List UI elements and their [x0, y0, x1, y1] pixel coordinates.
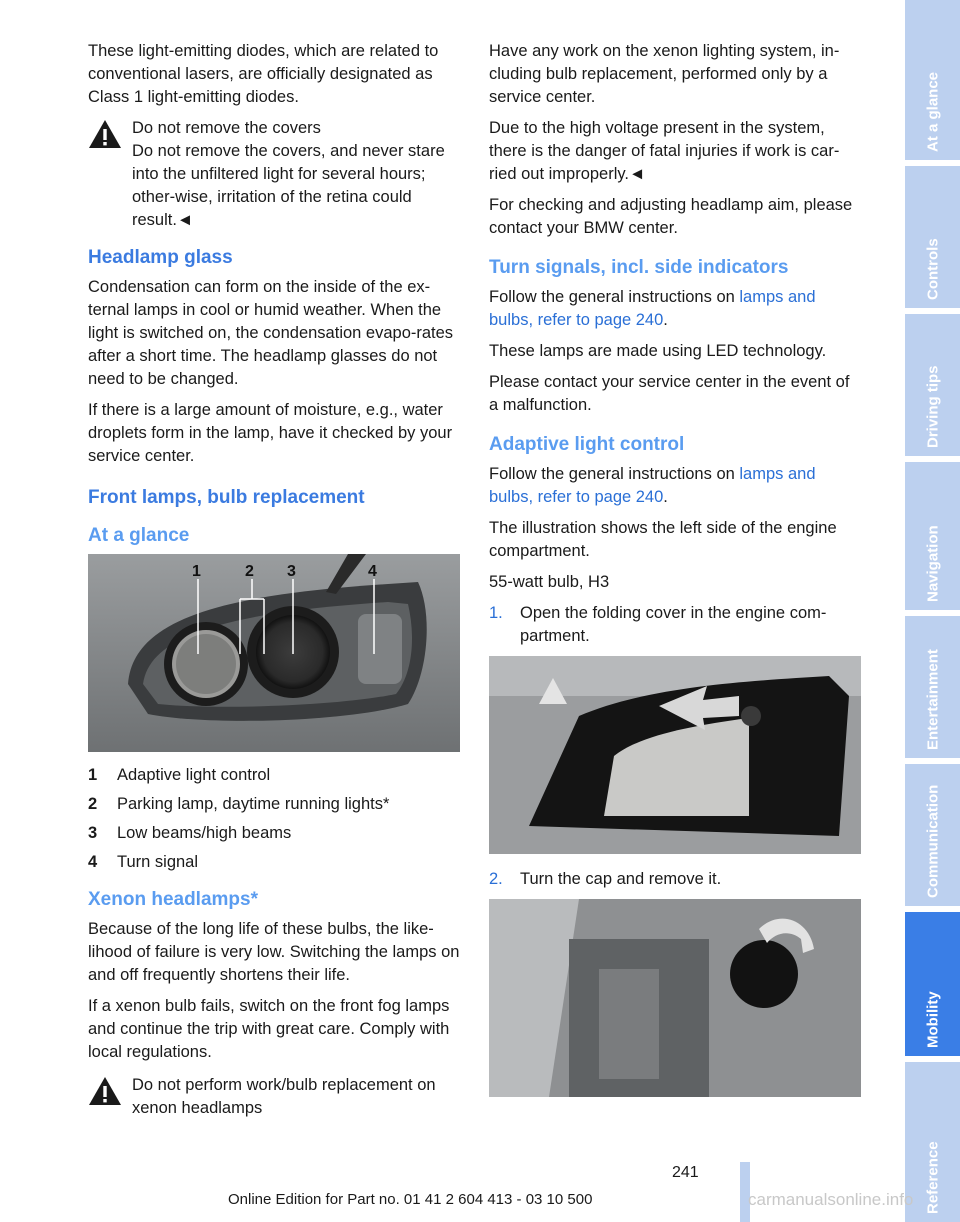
- callout-2: 2: [245, 563, 254, 580]
- callout-3: 3: [287, 563, 296, 580]
- tab-mobility[interactable]: Mobility: [905, 912, 960, 1056]
- heading-at-a-glance: At a glance: [88, 525, 190, 546]
- step-item: 2. Turn the cap and remove it.: [489, 870, 722, 888]
- legend-item: 2 Parking lamp, daytime running lights*: [88, 795, 390, 813]
- tab-at-a-glance[interactable]: At a glance: [905, 0, 960, 160]
- legend-item: 3 Low beams/high beams: [88, 824, 292, 842]
- cap-removal-photo: [489, 899, 861, 1097]
- turn-malfunction-paragraph: Please contact your service center in the event of a malfunction.: [489, 373, 850, 414]
- heading-xenon: Xenon headlamps*: [88, 889, 258, 910]
- heading-adaptive-light: Adaptive light control: [489, 434, 685, 455]
- glass-paragraph-1: Condensation can form on the inside of the ex-ternal lamps in cool or humid weather. When the light is switched on, the condensation evapo-rates after a short time. The headlamp glasses do not need to be changed.: [88, 278, 454, 388]
- adaptive-instructions: Follow the general instructions on lamps and bulbs, refer to page 240.: [489, 465, 816, 506]
- bulb-spec: 55-watt bulb, H3: [489, 573, 610, 591]
- xenon-paragraph-1: Because of the long life of these bulbs, the like-lihood of failure is very low. Switching the lamps on and off frequently shortens their life.: [88, 920, 460, 984]
- engine-cover-photo: [489, 656, 861, 854]
- headlamp-aim-paragraph: For checking and adjusting headlamp aim, please contact your BMW center.: [489, 196, 853, 237]
- warning-covers: [88, 117, 460, 232]
- callout-4: 4: [368, 563, 377, 580]
- tab-controls[interactable]: Controls: [905, 166, 960, 308]
- headlight-illustration: [88, 554, 460, 752]
- lamps-bulbs-link[interactable]: lamps and bulbs, refer to page 240: [489, 465, 816, 506]
- left-column: [88, 40, 460, 1128]
- heading-front-lamps: Front lamps, bulb replacement: [88, 487, 365, 508]
- tab-communication[interactable]: Communication: [905, 764, 960, 906]
- tab-driving-tips[interactable]: Driving tips: [905, 314, 960, 456]
- page-number: 241: [672, 1164, 699, 1181]
- warning-title: Do not perform work/bulb replacement on xenon headlamps: [132, 1076, 436, 1117]
- tab-navigation[interactable]: Navigation: [905, 462, 960, 610]
- steps-list-2: [489, 868, 861, 891]
- legend-item: 1 Adaptive light control: [88, 766, 271, 784]
- lamps-bulbs-link[interactable]: lamps and bulbs, refer to page 240: [489, 288, 816, 329]
- turn-instructions: Follow the general instructions on lamps and bulbs, refer to page 240.: [489, 288, 816, 329]
- legend-list: [88, 764, 460, 874]
- legend-item: 4 Turn signal: [88, 853, 199, 871]
- xenon-service-paragraph: Have any work on the xenon lighting system, in-cluding bulb replacement, performed only by a service center.: [489, 42, 840, 106]
- illustration-caption: The illustration shows the left side of the engine compartment.: [489, 519, 837, 560]
- side-tabs: [905, 0, 960, 1222]
- step-item: 1. Open the folding cover in the engine com-partment.: [489, 604, 827, 645]
- warning-body: Do not remove the covers, and never stare into the unfiltered light for several hours; other-wise, irritation of the retina could result.◄: [132, 142, 445, 229]
- tab-reference[interactable]: Reference: [905, 1062, 960, 1222]
- glass-paragraph-2: If there is a large amount of moisture, e.g., water droplets form in the lamp, have it checked by your service center.: [88, 401, 453, 465]
- steps-list-1: [489, 602, 861, 648]
- turn-led-paragraph: These lamps are made using LED technology.: [489, 342, 827, 360]
- heading-headlamp-glass: Headlamp glass: [88, 247, 233, 268]
- footer-edition: Online Edition for Part no. 01 41 2 604 413 - 03 10 500: [228, 1191, 593, 1208]
- warning-title: Do not remove the covers: [132, 119, 321, 137]
- intro-paragraph: These light-emitting diodes, which are related to conventional lasers, are officially designated as Class 1 light-emitting diodes.: [88, 42, 439, 106]
- engine-cover-illustration: [489, 656, 861, 854]
- watermark: carmanualsonline.info: [748, 1190, 914, 1209]
- high-voltage-paragraph: Due to the high voltage present in the system, there is the danger of fatal injuries if work is car-ried out improperly.◄: [489, 119, 840, 183]
- right-column: [489, 40, 861, 1111]
- cap-removal-illustration: [489, 899, 861, 1097]
- headlight-photo: [88, 554, 460, 752]
- tab-entertainment[interactable]: Entertainment: [905, 616, 960, 758]
- warning-triangle-icon: [88, 1076, 122, 1106]
- heading-turn-signals: Turn signals, incl. side indicators: [489, 257, 789, 278]
- warning-triangle-icon: [88, 119, 122, 149]
- warning-xenon: [88, 1074, 460, 1120]
- callout-1: 1: [192, 563, 201, 580]
- xenon-paragraph-2: If a xenon bulb fails, switch on the front fog lamps and continue the trip with great care. Comply with local regulations.: [88, 997, 450, 1061]
